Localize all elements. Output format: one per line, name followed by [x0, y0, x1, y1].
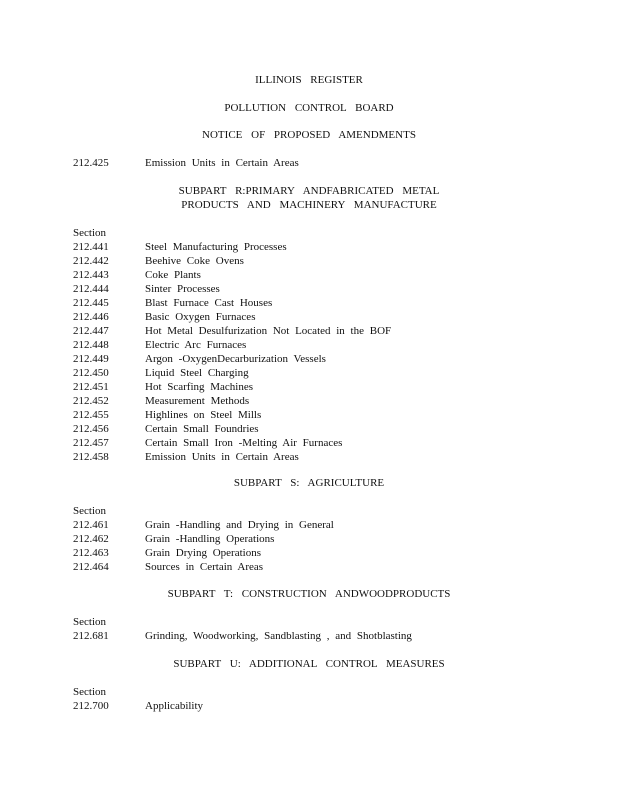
section-title: Grain -Handling Operations: [145, 533, 275, 545]
section-title: Emission Units in Certain Areas: [145, 157, 299, 169]
list-item: [73, 394, 391, 408]
section-number: 212.452: [73, 395, 109, 407]
section-title: Sinter Processes: [145, 283, 220, 295]
section-label: Section: [73, 505, 106, 517]
subpart-u-heading: SUBPART U: ADDITIONAL CONTROL MEASURES: [173, 658, 445, 670]
section-title: Steel Manufacturing Processes: [145, 241, 287, 253]
section-title: Applicability: [145, 700, 204, 712]
subpart-u-list: [73, 685, 203, 713]
section-title: Grain -Handling and Drying in General: [145, 519, 334, 531]
section-title: Sources in Certain Areas: [145, 561, 264, 573]
section-title: Certain Small Iron -Melting Air Furnaces: [145, 437, 343, 449]
subpart-t-list: [73, 615, 412, 643]
section-number: 212.446: [73, 311, 109, 323]
list-item: [73, 380, 391, 394]
list-item: [73, 310, 391, 324]
list-item: [73, 366, 391, 380]
section-label: Section: [73, 616, 106, 628]
section-number: 212.451: [73, 381, 109, 393]
list-item: [73, 518, 334, 532]
subpart-r-heading-line2: PRODUCTS AND MACHINERY MANUFACTURE: [181, 199, 437, 211]
section-label: Section: [73, 686, 106, 698]
list-item: [73, 338, 391, 352]
subpart-r-heading-line1: SUBPART R:PRIMARY ANDFABRICATED METAL: [178, 185, 440, 197]
list-item: [73, 324, 391, 338]
section-title: Beehive Coke Ovens: [145, 255, 244, 267]
subpart-s-list: [73, 504, 334, 574]
section-title: Hot Scarfing Machines: [145, 381, 254, 393]
section-title: Grain Drying Operations: [145, 547, 261, 559]
section-title: Basic Oxygen Furnaces: [145, 311, 256, 323]
section-number: 212.462: [73, 533, 109, 545]
section-number: 212.443: [73, 269, 109, 281]
section-number: 212.455: [73, 409, 109, 421]
section-number: 212.447: [73, 325, 109, 337]
list-item: [73, 450, 391, 464]
section-number: 212.442: [73, 255, 109, 267]
list-item: [73, 546, 334, 560]
subpart-r-list: [73, 226, 391, 464]
section-number: 212.441: [73, 241, 109, 253]
section-title: Electric Arc Furnaces: [145, 339, 247, 351]
section-number: 212.463: [73, 547, 109, 559]
notice-title: NOTICE OF PROPOSED AMENDMENTS: [202, 129, 416, 141]
section-number: 212.457: [73, 437, 109, 449]
section-title: Measurement Methods: [145, 395, 250, 407]
section-title: Certain Small Foundries: [145, 423, 259, 435]
section-number: 212.425: [73, 157, 109, 169]
list-item: [73, 408, 391, 422]
section-number: 212.444: [73, 283, 109, 295]
list-item: [73, 254, 391, 268]
list-item: [73, 296, 391, 310]
section-title: Argon -OxygenDecarburization Vessels: [145, 353, 326, 365]
section-title: Emission Units in Certain Areas: [145, 451, 299, 463]
list-item: [73, 422, 391, 436]
section-number: 212.681: [73, 630, 109, 642]
register-title: ILLINOIS REGISTER: [255, 74, 363, 86]
section-number: 212.461: [73, 519, 109, 531]
list-item: [73, 699, 203, 713]
section-number: 212.448: [73, 339, 109, 351]
board-title: POLLUTION CONTROL BOARD: [224, 102, 394, 114]
subpart-s-heading: SUBPART S: AGRICULTURE: [233, 477, 385, 489]
subpart-t-heading: SUBPART T: CONSTRUCTION ANDWOODPRODUCTS: [167, 588, 451, 600]
list-item: [73, 352, 391, 366]
section-title: Highlines on Steel Mills: [145, 409, 262, 421]
section-number: 212.445: [73, 297, 109, 309]
list-item: [73, 436, 391, 450]
list-item: [73, 268, 391, 282]
section-title: Grinding, Woodworking, Sandblasting , and Shotblasting: [145, 630, 412, 642]
list-item: [73, 629, 412, 643]
list-item: [73, 560, 334, 574]
list-item: [73, 532, 334, 546]
section-title: Liquid Steel Charging: [145, 367, 249, 379]
section-title: Hot Metal Desulfurization Not Located in the BOF: [145, 325, 392, 337]
list-item: [73, 240, 391, 254]
section-title: Coke Plants: [145, 269, 201, 281]
section-title: Blast Furnace Cast Houses: [145, 297, 273, 309]
list-item: [73, 156, 299, 170]
section-number: 212.450: [73, 367, 109, 379]
section-number: 212.458: [73, 451, 109, 463]
section-number: 212.464: [73, 561, 109, 573]
top-entry: [73, 156, 299, 170]
section-number: 212.700: [73, 700, 109, 712]
section-label: Section: [73, 227, 106, 239]
list-item: [73, 282, 391, 296]
section-number: 212.456: [73, 423, 109, 435]
section-number: 212.449: [73, 353, 109, 365]
